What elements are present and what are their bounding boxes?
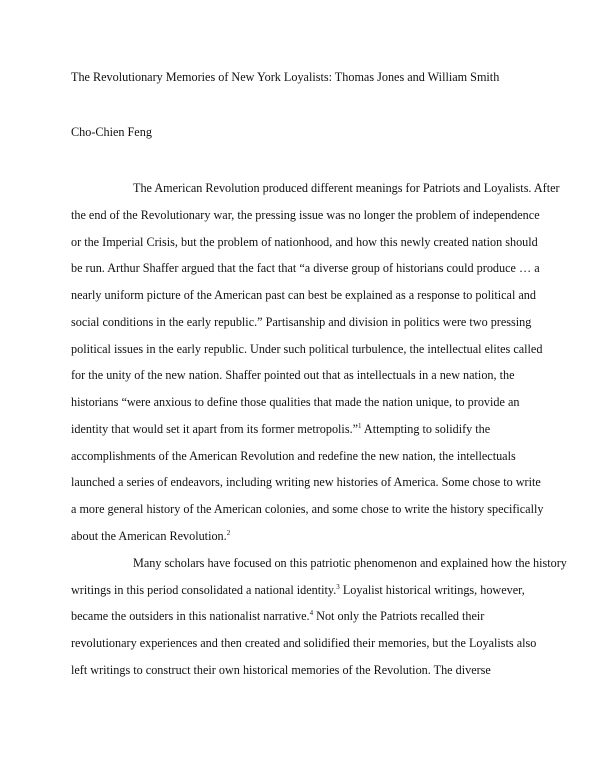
text-line: for the unity of the new nation. Shaffer pointed out that as intellectuals in a new nation, the <box>71 368 515 382</box>
footnote-marker[interactable]: 2 <box>226 529 231 537</box>
text-line <box>71 609 484 624</box>
text-line <box>71 583 525 598</box>
text-line: or the Imperial Crisis, but the problem of nationhood, and how this newly created nation should <box>71 235 538 249</box>
line-text: became the outsiders in this nationalist narrative. <box>71 609 310 623</box>
text-line: a more general history of the American colonies, and some chose to write the history specifically <box>71 502 544 516</box>
text-line: accomplishments of the American Revolution and redefine the new nation, the intellectuals <box>71 449 516 463</box>
author-name: Cho-Chien Feng <box>71 125 152 139</box>
paper-title: The Revolutionary Memories of New York Loyalists: Thomas Jones and William Smith <box>71 70 500 84</box>
line-text: about the American Revolution. <box>71 529 227 543</box>
text-line <box>71 529 230 544</box>
footnote-marker[interactable]: 4 <box>309 609 314 617</box>
line-text: writings in this period consolidated a national identity. <box>71 583 337 597</box>
line-text: Not only the Patriots recalled their <box>313 609 485 623</box>
text-line: historians “were anxious to define those qualities that made the nation unique, to provide an <box>71 395 520 409</box>
line-text: identity that would set it apart from its former metropolis.” <box>71 422 359 436</box>
text-line: nearly uniform picture of the American past can best be explained as a response to political and <box>71 288 536 302</box>
footnote-marker[interactable]: 3 <box>336 583 340 591</box>
footnote-marker[interactable]: 1 <box>358 422 362 430</box>
text-line <box>71 422 490 437</box>
line-text: Loyalist historical writings, however, <box>339 583 525 597</box>
text-line: launched a series of endeavors, including writing new histories of America. Some chose to write <box>71 475 541 489</box>
text-line: revolutionary experiences and then created and solidified their memories, but the Loyalists also <box>71 636 537 650</box>
text-line: the end of the Revolutionary war, the pressing issue was no longer the problem of independence <box>71 208 540 222</box>
line-text: Attempting to solidify the <box>361 422 491 436</box>
text-line: be run. Arthur Shaffer argued that the fact that “a diverse group of historians could produce … a <box>71 261 540 275</box>
text-line: The American Revolution produced different meanings for Patriots and Loyalists. After <box>133 181 560 195</box>
text-line: political issues in the early republic. Under such political turbulence, the intellectual elites called <box>71 342 543 356</box>
text-line: left writings to construct their own historical memories of the Revolution. The diverse <box>71 663 491 677</box>
text-line: social conditions in the early republic.” Partisanship and division in politics were two pressing <box>71 315 532 329</box>
text-line: Many scholars have focused on this patriotic phenomenon and explained how the history <box>133 556 567 570</box>
